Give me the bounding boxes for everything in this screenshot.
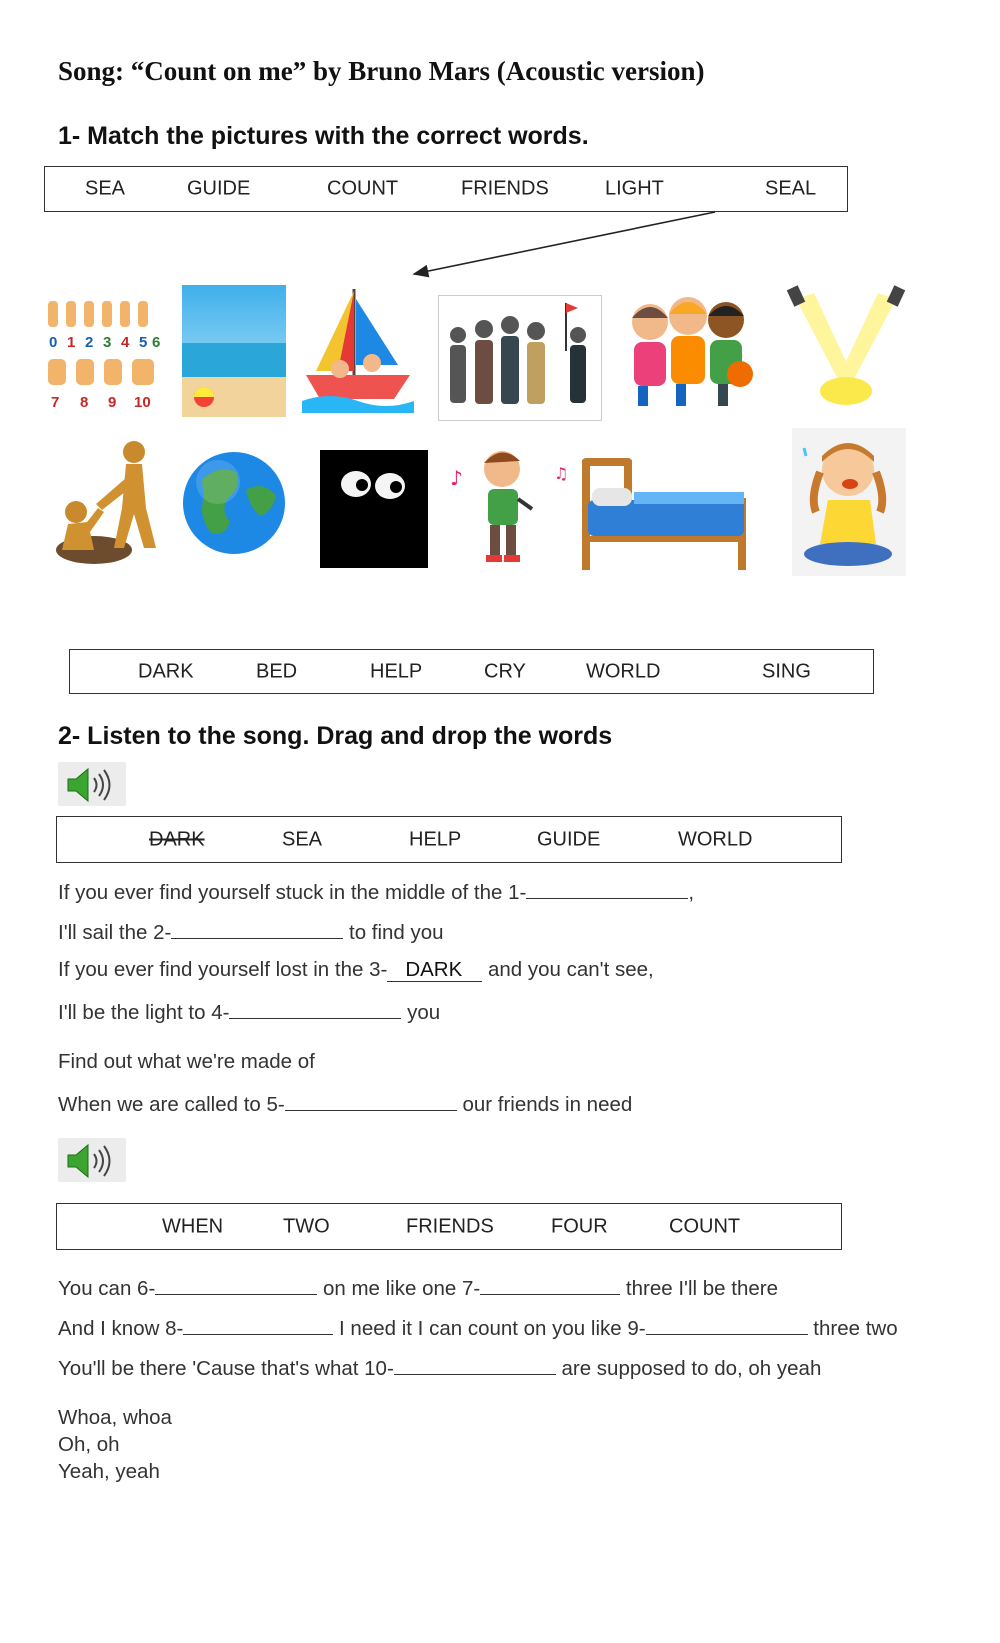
blank-10[interactable] [394, 1354, 556, 1375]
sailboat-kids-picture[interactable] [302, 283, 414, 413]
word-bed[interactable]: BED [256, 660, 298, 682]
word-cry[interactable]: CRY [484, 660, 526, 682]
lyric-line: I'll sail the 2- to find you [58, 918, 444, 945]
lyric-line: When we are called to 5- our friends in need [58, 1090, 632, 1117]
lyric-line: You'll be there 'Cause that's what 10- are supposed to do, oh yeah [58, 1354, 821, 1381]
audio-play-button[interactable] [58, 762, 126, 806]
blank-3-filled[interactable]: DARK [387, 958, 482, 982]
outro-line: Oh, oh [58, 1433, 120, 1456]
number-label: 1 [67, 334, 76, 351]
bank-word-dark-used[interactable]: DARK [149, 828, 205, 850]
bottom-word-box [69, 649, 874, 694]
bank-word-sea[interactable]: SEA [282, 828, 323, 850]
friends-kids-picture[interactable] [622, 288, 756, 412]
bank-word-world[interactable]: WORLD [678, 828, 753, 850]
word-light[interactable]: LIGHT [605, 177, 664, 200]
word-friends[interactable]: FRIENDS [461, 177, 549, 200]
number-label: 8 [80, 394, 89, 411]
number-label: 0 [49, 334, 58, 351]
word-sing[interactable]: SING [762, 660, 811, 682]
word-help[interactable]: HELP [370, 660, 423, 682]
bank-word-friends[interactable]: FRIENDS [406, 1215, 494, 1237]
audio-play-button-2[interactable] [58, 1138, 126, 1182]
number-label: 9 [108, 394, 117, 411]
lyric-line: If you ever find yourself lost in the 3- DARK and you can't see, [58, 958, 654, 981]
counting-fingers-picture[interactable] [46, 295, 166, 415]
speaker-icon [66, 767, 118, 803]
blank-9[interactable] [646, 1314, 808, 1335]
lyric-line: And I know 8- I need it I can count on you like 9- three two [58, 1314, 898, 1341]
number-label: 5 [139, 334, 148, 351]
blank-5[interactable] [285, 1090, 457, 1111]
bank-word-when[interactable]: WHEN [162, 1215, 224, 1237]
lyric-line: You can 6- on me like one 7- three I'll be there [58, 1274, 778, 1301]
world-globe-picture[interactable] [180, 450, 288, 556]
bank-word-two[interactable]: TWO [283, 1215, 330, 1237]
svg-text:♫: ♫ [554, 464, 569, 483]
lyric-line: I'll be the light to 4- you [58, 998, 440, 1025]
bank-word-count[interactable]: COUNT [669, 1215, 741, 1237]
number-label: 10 [134, 394, 151, 411]
bank-word-four[interactable]: FOUR [551, 1215, 608, 1237]
arrow-icon [400, 208, 730, 280]
number-label: 2 [85, 334, 94, 351]
word-bank-2 [56, 1203, 842, 1250]
blank-4[interactable] [229, 998, 401, 1019]
outro-line: Whoa, whoa [58, 1406, 172, 1429]
bank-word-help[interactable]: HELP [409, 828, 462, 850]
beach-sea-picture[interactable] [182, 285, 286, 417]
section1-heading: 1- Match the pictures with the correct words. [58, 122, 589, 150]
page-title: Song: “Count on me” by Bruno Mars (Acoustic version) [58, 56, 705, 86]
help-hand-picture[interactable] [46, 438, 166, 578]
number-label: 3 [103, 334, 112, 351]
outro-line: Yeah, yeah [58, 1460, 160, 1483]
blank-8[interactable] [183, 1314, 333, 1335]
lyric-line: Find out what we're made of [58, 1050, 315, 1073]
word-count[interactable]: COUNT [327, 177, 399, 200]
speaker-icon [66, 1143, 118, 1179]
word-guide[interactable]: GUIDE [187, 177, 251, 200]
lyric-line: If you ever find yourself stuck in the middle of the 1- , [58, 878, 694, 905]
spotlight-picture[interactable] [786, 283, 906, 413]
blank-7[interactable] [480, 1274, 620, 1295]
bed-picture[interactable] [578, 450, 748, 574]
word-dark[interactable]: DARK [138, 660, 194, 682]
blank-2[interactable] [171, 918, 343, 939]
word-seal[interactable]: SEAL [765, 177, 817, 200]
blank-6[interactable] [155, 1274, 317, 1295]
bank-word-guide[interactable]: GUIDE [537, 828, 601, 850]
number-label: 4 [121, 334, 130, 351]
svg-text:♪: ♪ [450, 466, 463, 490]
singing-boy-picture[interactable] [446, 443, 570, 569]
word-bank-1 [56, 816, 842, 863]
top-word-box [44, 166, 848, 212]
number-label: 6 [152, 334, 161, 351]
number-label: 7 [51, 394, 60, 411]
word-sea[interactable]: SEA [85, 177, 126, 200]
blank-1[interactable] [526, 878, 688, 899]
word-world[interactable]: WORLD [586, 660, 661, 682]
crying-girl-picture[interactable] [792, 428, 906, 576]
dark-eyes-picture[interactable] [320, 450, 428, 568]
section2-heading: 2- Listen to the song. Drag and drop the words [58, 722, 613, 750]
group-people-picture[interactable] [438, 295, 602, 421]
